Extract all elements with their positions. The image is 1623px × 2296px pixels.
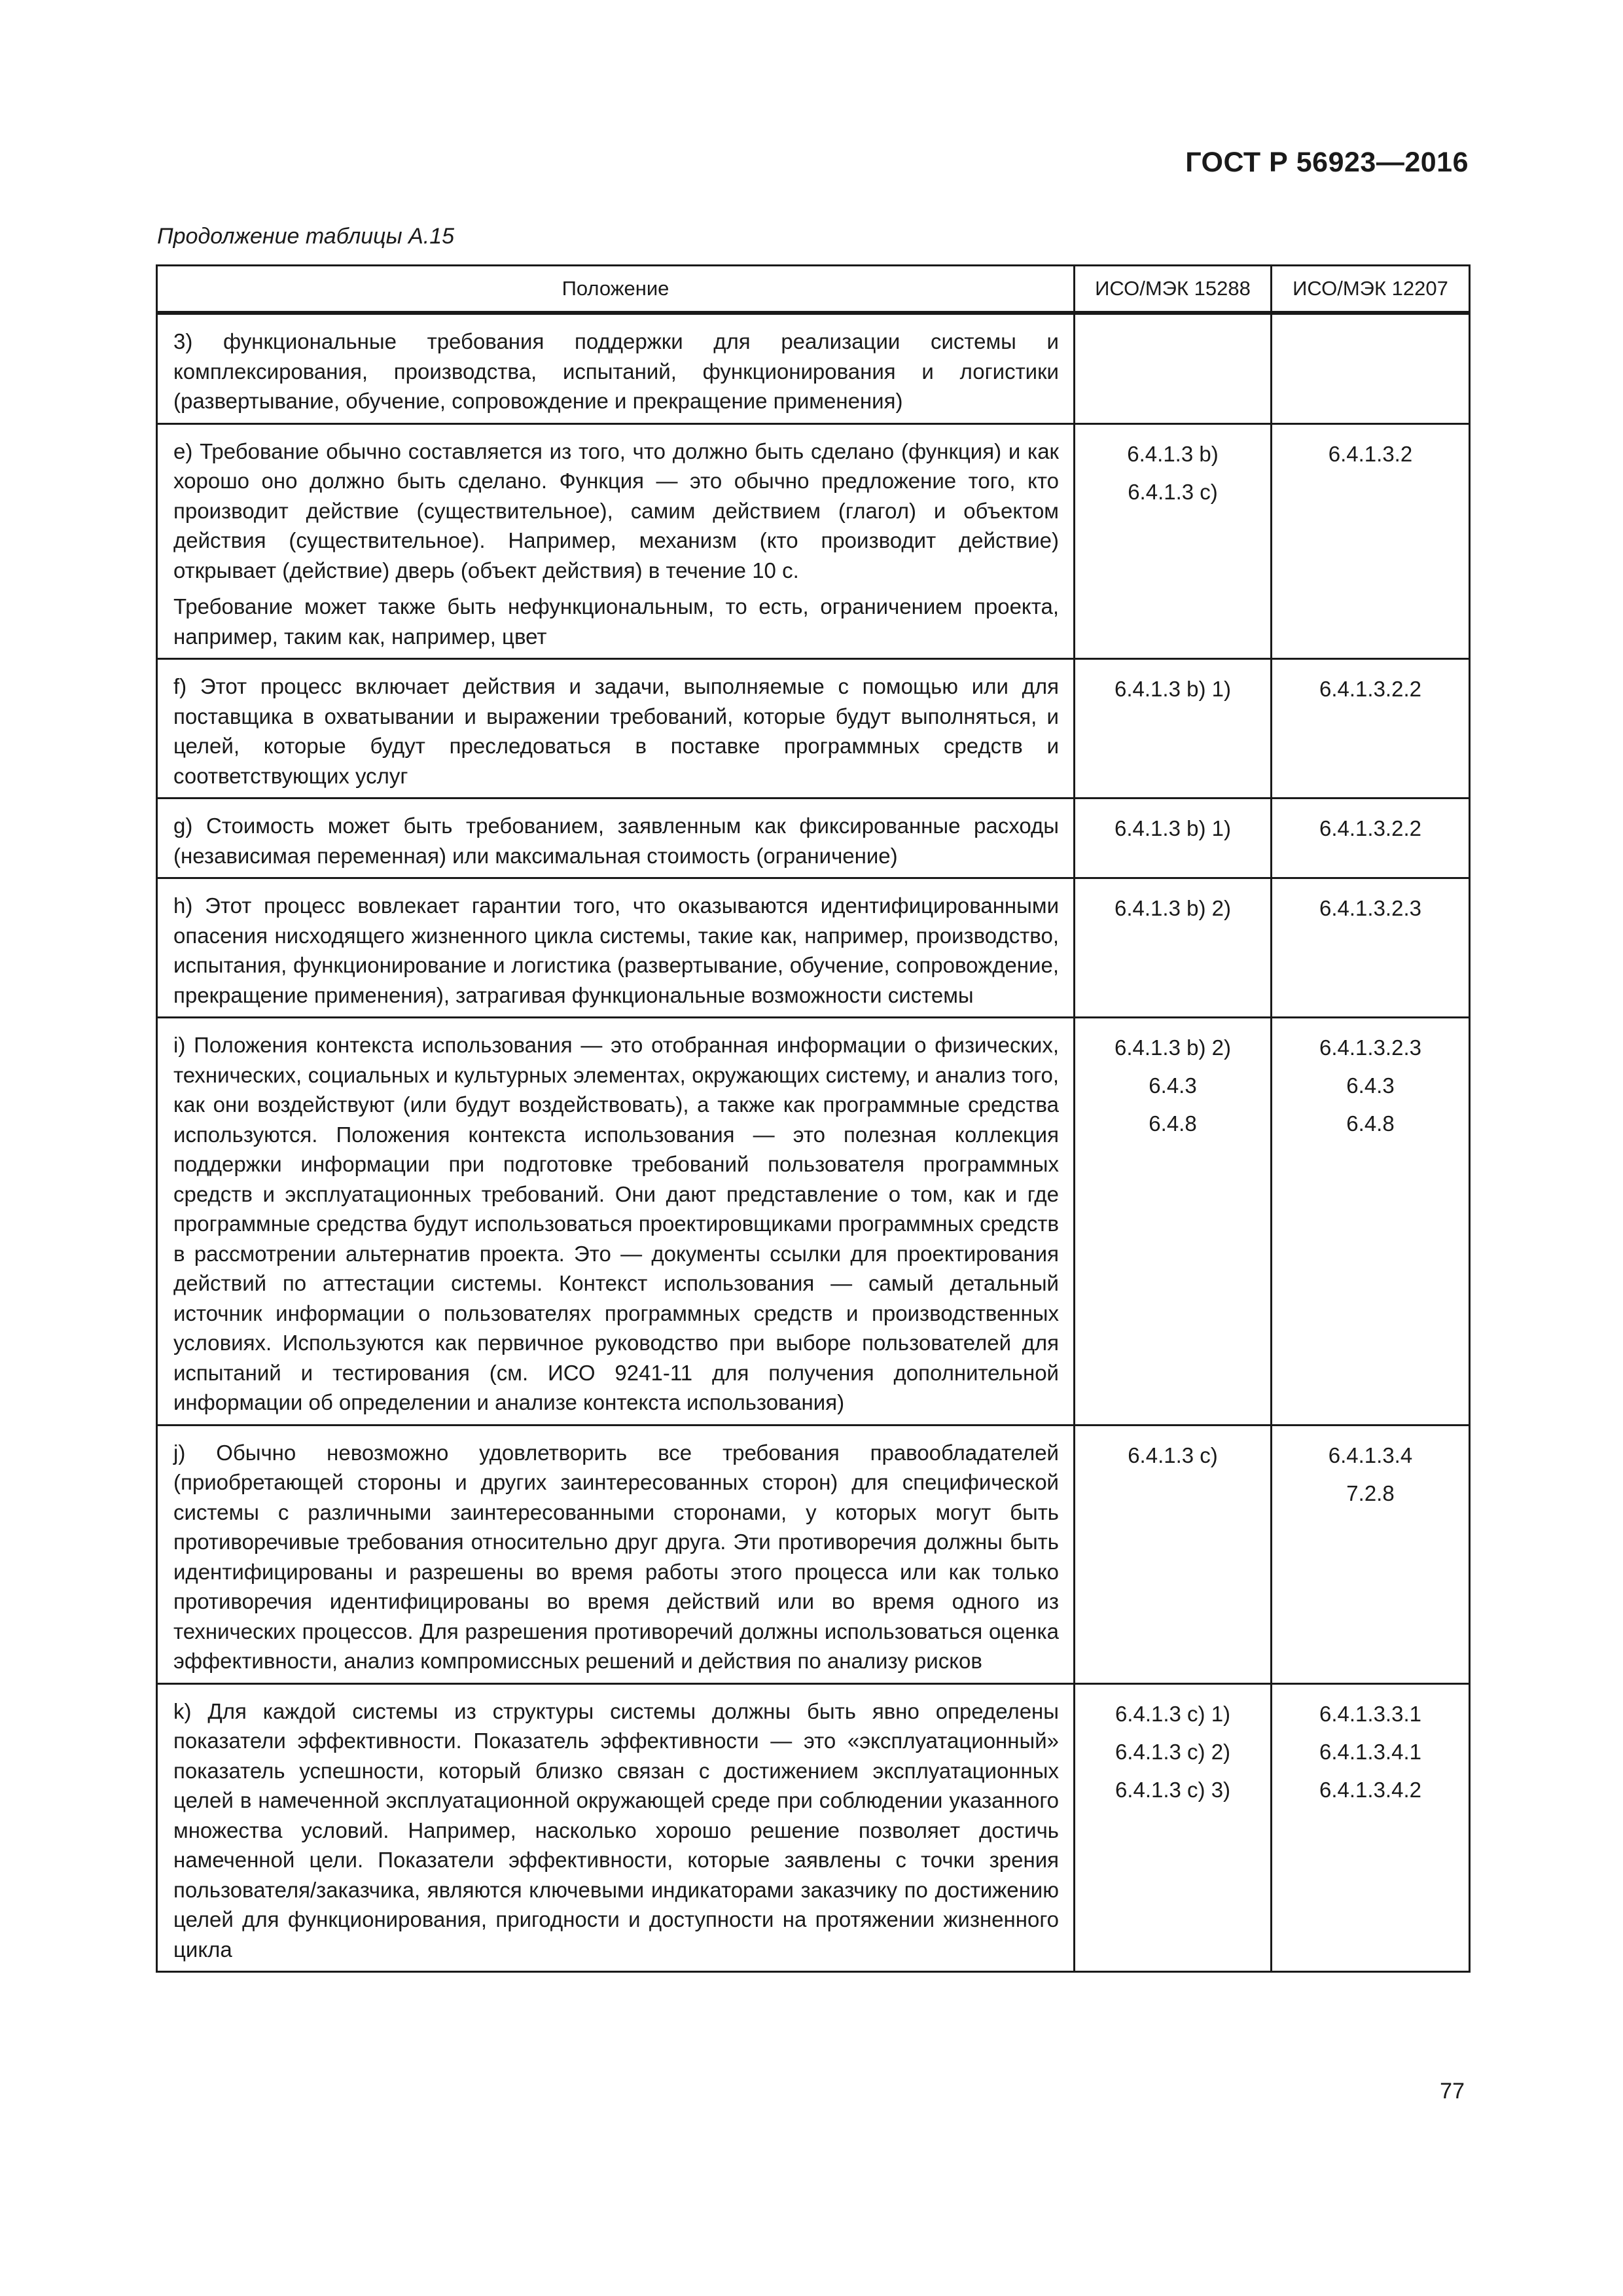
clause-reference: 6.4.8 <box>1149 1111 1197 1136</box>
column-header-iso-15288: ИСО/МЭК 15288 <box>1075 266 1272 314</box>
clause-reference: 6.4.1.3.4.1 <box>1319 1739 1421 1764</box>
document-code: ГОСТ Р 56923—2016 <box>1185 147 1469 178</box>
requirements-table <box>156 264 1471 1973</box>
clause-reference: 6.4.1.3 b) <box>1127 441 1219 466</box>
page-number: 77 <box>1440 2079 1465 2104</box>
provision-cell <box>157 659 1075 798</box>
provision-paragraph: Требование может также быть нефункциональным, то есть, ограничением проекта, например, таким как, например, цвет <box>173 594 1059 649</box>
clause-reference: 6.4.1.3 c) <box>1128 479 1218 504</box>
iso-12207-ref-cell <box>1272 1683 1470 1972</box>
iso-12207-ref-cell <box>1272 798 1470 878</box>
iso-15288-ref-cell <box>1075 1683 1272 1972</box>
clause-reference: 6.4.1.3 b) 1) <box>1115 816 1231 840</box>
provision-cell <box>157 1425 1075 1683</box>
clause-reference: 6.4.1.3 c) 1) <box>1115 1701 1231 1726</box>
provision-cell <box>157 423 1075 659</box>
clause-reference: 6.4.1.3.2.3 <box>1319 896 1421 920</box>
provision-cell <box>157 798 1075 878</box>
provision-paragraph: k) Для каждой системы из структуры системы должны быть явно определены показатели эффективности. Показатель эффективности — это «эксплуатационный» показатель успешности, который близко связан с достижением эксплуатационных целей в намеченной эксплуатационной окружающей среде при соблюдении указанного множества условий. Например, насколько хорошо решение позволяет достичь намеченной цели. Показатели эффективности, которые заявлены с точки зрения пользователя/заказчика, являются ключевыми индикаторами заказчику по достижению целей для функционирования, пригодности и доступности на протяжении жизненного цикла <box>173 1698 1059 1962</box>
provision-cell <box>157 878 1075 1018</box>
clause-reference: 6.4.8 <box>1346 1111 1395 1136</box>
iso-15288-ref-cell <box>1075 878 1272 1018</box>
clause-reference: 6.4.1.3 c) 2) <box>1115 1739 1231 1764</box>
clause-reference: 7.2.8 <box>1346 1480 1395 1505</box>
iso-12207-ref-cell <box>1272 878 1470 1018</box>
table-row <box>157 423 1470 659</box>
provision-paragraph: j) Обычно невозможно удовлетворить все требования правообладателей (приобретающей стороны и других заинтересованных сторон) для специфической системы с различными заинтересованными сторонами, у которых могут быть противоречивые требования относительно друг друга. Эти противоречия должны быть идентифицированы и разрешены во время работы этого процесса или как только противоречия идентифицированы во время действий или во время одного из технических процессов. Для разрешения противоречий должны использоваться оценка эффективности, анализ компромиссных решений и действия по анализу рисков <box>173 1440 1059 1673</box>
provision-cell <box>157 1683 1075 1972</box>
column-header-provision: Положение <box>157 266 1075 314</box>
iso-15288-ref-cell <box>1075 1018 1272 1426</box>
clause-reference: 6.4.3 <box>1346 1073 1395 1098</box>
table-row <box>157 798 1470 878</box>
iso-12207-ref-cell <box>1272 1425 1470 1683</box>
iso-15288-ref-cell <box>1075 1425 1272 1683</box>
clause-reference: 6.4.1.3.4.2 <box>1319 1777 1421 1802</box>
table-row <box>157 1425 1470 1683</box>
clause-reference: 6.4.1.3.2.2 <box>1319 816 1421 840</box>
iso-12207-ref-cell <box>1272 659 1470 798</box>
provision-paragraph: i) Положения контекста использования — это отобранная информации о физических, технических, социальных и культурных элементах, окружающих систему, и анализ того, как они воздействуют (или будут воздействовать), а также как программные средства используются. Положения контекста использования — это полезная коллекция поддержки информации при подготовке требований пользователя программных средств и эксплуатационных требований. Они дают представление о том, как и где программные средства будут использоваться проектировщиками программных средств в рассмотрении альтернатив проекта. Это — документы ссылки для проектирования действий по аттестации системы. Контекст использования — самый детальный источник информации о пользователях программных средств и производственных условиях. Используются как первичное руководство при выборе пользователей для испытаний и тестирования (см. ИСО 9241-11 для получения дополнительной информации об определении и анализе контекста использования) <box>173 1033 1059 1414</box>
provision-paragraph: h) Этот процесс вовлекает гарантии того, что оказываются идентифицированными опасения нисходящего жизненного цикла системы, такие как, например, производство, испытания, функционирование и логистика (развертывание, обучение, сопровождение, прекращение применения), затрагивая функциональные возможности системы <box>173 893 1059 1007</box>
table-header-row <box>157 266 1470 314</box>
iso-12207-ref-cell <box>1272 313 1470 423</box>
iso-12207-ref-cell <box>1272 1018 1470 1426</box>
iso-15288-ref-cell <box>1075 313 1272 423</box>
clause-reference: 6.4.1.3 b) 1) <box>1115 677 1231 701</box>
clause-reference: 6.4.3 <box>1149 1073 1197 1098</box>
clause-reference: 6.4.1.3.4 <box>1328 1443 1413 1467</box>
table-body <box>157 313 1470 1972</box>
clause-reference: 6.4.1.3.2.2 <box>1319 677 1421 701</box>
clause-reference: 6.4.1.3 c) 3) <box>1115 1777 1231 1802</box>
clause-reference: 6.4.1.3 b) 2) <box>1115 896 1231 920</box>
clause-reference: 6.4.1.3 c) <box>1128 1443 1218 1467</box>
provision-paragraph: 3) функциональные требования поддержки для реализации системы и комплексирования, производства, испытаний, функционирования и логистики (развертывание, обучение, сопровождение и прекращение применения) <box>173 329 1059 413</box>
table-row <box>157 1683 1470 1972</box>
provision-paragraph: f) Этот процесс включает действия и задачи, выполняемые с помощью или для поставщика в охватывании и выражении требований, которые будут выполняться, и целей, которые будут преследоваться в поставке программных средств и соответствующих услуг <box>173 674 1059 788</box>
column-header-iso-12207: ИСО/МЭК 12207 <box>1272 266 1470 314</box>
iso-12207-ref-cell <box>1272 423 1470 659</box>
iso-15288-ref-cell <box>1075 423 1272 659</box>
provision-cell <box>157 313 1075 423</box>
clause-reference: 6.4.1.3.3.1 <box>1319 1701 1421 1726</box>
clause-reference: 6.4.1.3.2.3 <box>1319 1035 1421 1060</box>
table-row <box>157 878 1470 1018</box>
table-row <box>157 313 1470 423</box>
table-row <box>157 659 1470 798</box>
provision-paragraph: g) Стоимость может быть требованием, заявленным как фиксированные расходы (независимая переменная) или максимальная стоимость (ограничение) <box>173 814 1059 868</box>
table-row <box>157 1018 1470 1426</box>
clause-reference: 6.4.1.3 b) 2) <box>1115 1035 1231 1060</box>
provision-cell <box>157 1018 1075 1426</box>
table-caption: Продолжение таблицы А.15 <box>157 224 455 249</box>
provision-paragraph: e) Требование обычно составляется из того, что должно быть сделано (функция) и как хорошо оно должно быть сделано. Функция — это обычно предложение того, кто производит действие (существительное), самим действием (глагол) и объектом действия (существительное). Например, механизм (кто производит действие) открывает (действие) дверь (объект действия) в течение 10 с. <box>173 439 1059 583</box>
clause-reference: 6.4.1.3.2 <box>1328 441 1413 466</box>
iso-15288-ref-cell <box>1075 659 1272 798</box>
iso-15288-ref-cell <box>1075 798 1272 878</box>
